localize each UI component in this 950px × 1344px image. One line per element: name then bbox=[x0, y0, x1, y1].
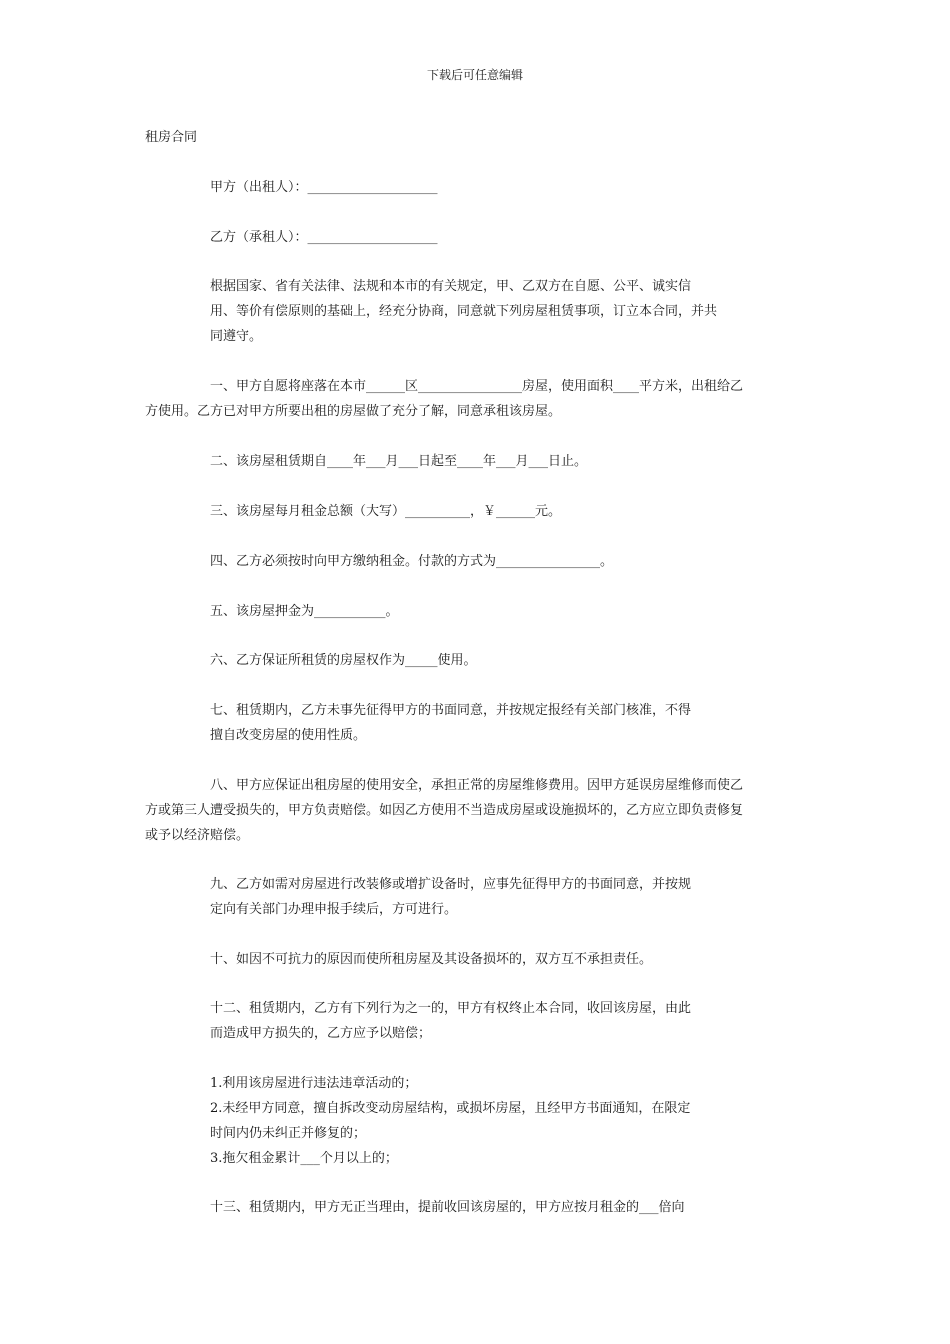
download-note: 下载后可任意编辑 bbox=[426, 68, 523, 82]
clause-8-line-3: 或予以经济赔偿。 bbox=[145, 828, 250, 843]
clause-8-line-2: 方或第三人遭受损失的，甲方负责赔偿。如因乙方使用不当造成房屋或设施损坏的，乙方应立即负责修复 bbox=[145, 803, 744, 818]
clause-13-line-1: 十三、租赁期内，甲方无正当理由，提前收回该房屋的，甲方应按月租金的___倍向 bbox=[210, 1200, 685, 1215]
clause-9-line-1: 九、乙方如需对房屋进行改装修或增扩设备时，应事先征得甲方的书面同意，并按规 bbox=[210, 877, 692, 892]
clause-7-line-1: 七、租赁期内，乙方未事先征得甲方的书面同意，并按规定报经有关部门核准，不得 bbox=[210, 703, 692, 718]
party-b-line: 乙方（承租人）：____________________ bbox=[210, 230, 438, 245]
list-item-1: 1.利用该房屋进行违法违章活动的； bbox=[210, 1076, 418, 1091]
clause-9-line-2: 定向有关部门办理申报手续后，方可进行。 bbox=[210, 902, 458, 917]
document-title: 租房合同 bbox=[145, 130, 198, 145]
clause-1-line-2: 方使用。乙方已对甲方所要出租的房屋做了充分了解，同意承租该房屋。 bbox=[145, 404, 562, 419]
list-item-2-line-2: 时间内仍未纠正并修复的； bbox=[210, 1126, 367, 1141]
preamble-line-1: 根据国家、省有关法律、法规和本市的有关规定，甲、乙双方在自愿、公平、诚实信 bbox=[210, 279, 692, 294]
clause-2: 二、该房屋租赁期自____年___月___日起至____年___月___日止。 bbox=[210, 454, 588, 469]
clause-7-line-2: 擅自改变房屋的使用性质。 bbox=[210, 728, 367, 743]
clause-4: 四、乙方必须按时向甲方缴纳租金。付款的方式为________________。 bbox=[210, 554, 614, 569]
clause-8-line-1: 八、甲方应保证出租房屋的使用安全，承担正常的房屋维修费用。因甲方延误房屋维修而使乙 bbox=[210, 778, 744, 793]
preamble-line-3: 同遵守。 bbox=[210, 329, 263, 344]
list-item-3: 3.拖欠租金累计___个月以上的； bbox=[210, 1151, 398, 1166]
party-a-line: 甲方（出租人）：____________________ bbox=[210, 180, 438, 195]
clause-6: 六、乙方保证所租赁的房屋权作为_____使用。 bbox=[210, 653, 477, 668]
list-item-2-line-1: 2.未经甲方同意，擅自拆改变动房屋结构，或损坏房屋，且经甲方书面通知，在限定 bbox=[210, 1101, 691, 1116]
clause-1-line-1: 一、甲方自愿将座落在本市______区________________房屋，使用面积____平方米，出租给乙 bbox=[210, 379, 744, 394]
clause-10: 十、如因不可抗力的原因而使所租房屋及其设备损坏的，双方互不承担责任。 bbox=[210, 952, 653, 967]
preamble-line-2: 用、等价有偿原则的基础上，经充分协商，同意就下列房屋租赁事项，订立本合同，并共 bbox=[210, 304, 718, 319]
clause-12-line-1: 十二、租赁期内，乙方有下列行为之一的，甲方有权终止本合同，收回该房屋，由此 bbox=[210, 1001, 692, 1016]
clause-12-line-2: 而造成甲方损失的，乙方应予以赔偿； bbox=[210, 1026, 432, 1041]
clause-3: 三、该房屋每月租金总额（大写）__________，￥______元。 bbox=[210, 504, 562, 519]
clause-5: 五、该房屋押金为___________。 bbox=[210, 604, 399, 619]
